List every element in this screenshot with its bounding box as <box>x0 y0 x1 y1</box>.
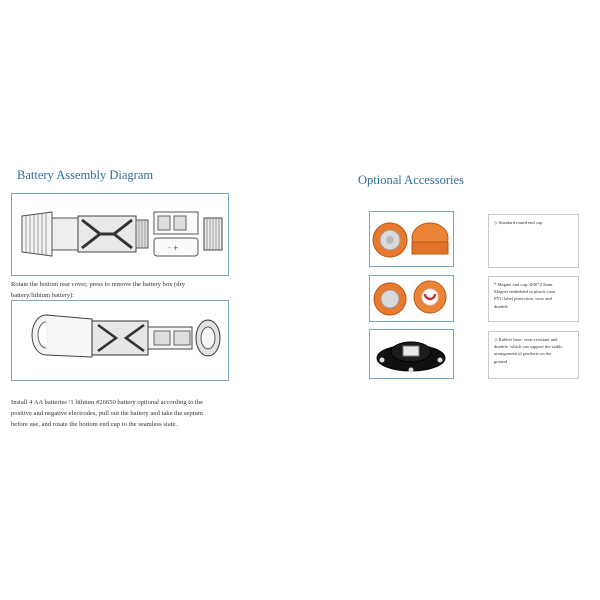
note2-line1: * Magnet end cup, Φ30*2.5mm <box>494 282 553 287</box>
caption1-line2: battery/lithium battery): <box>11 292 75 299</box>
note3-line1: ◇ Rubber base: wear-resistant and <box>494 337 558 342</box>
optional-accessories-heading: Optional Accessories <box>358 173 464 187</box>
svg-text:- +: - + <box>168 244 179 252</box>
note3-line3: arrangement of products on the <box>494 351 552 357</box>
note2-line2: Magnet embedded in plastic case, <box>494 289 557 295</box>
rubber-base-note <box>488 331 579 379</box>
magnet-end-cup-image <box>369 275 454 322</box>
caption1-line1: Rotate the bottom rear cover, press to remove the battery box (dry <box>11 281 186 288</box>
note3-line4: ground <box>494 358 508 364</box>
battery-removal-caption <box>11 279 241 301</box>
magnet-end-cup-note <box>488 276 579 322</box>
battery-install-caption <box>11 397 251 430</box>
note3-line2: durable, which can support the stable <box>494 344 563 350</box>
caption2-line1: Install 4 AA batteries /1 lithium #26650 battery optional according to the <box>11 399 204 406</box>
caption2-line3: before use, and rotate the bottom end cup to the seamless state. <box>11 421 178 428</box>
battery-assembly-heading: Battery Assembly Diagram <box>17 168 154 182</box>
flashlight-assembled-diagram <box>11 300 229 381</box>
standard-end-cup-note <box>488 214 579 268</box>
rubber-base-image <box>369 329 454 379</box>
standard-end-cup-image <box>369 211 454 267</box>
note1-line1: ◇ Standard round end cup <box>494 220 543 225</box>
note2-line3: PVC label protection, wear and <box>494 296 552 302</box>
flashlight-exploded-diagram <box>11 193 229 276</box>
caption2-line2: positive and negative electrodes, pull out the battery and take the septum <box>11 410 203 417</box>
note2-line4: durable <box>494 303 508 309</box>
